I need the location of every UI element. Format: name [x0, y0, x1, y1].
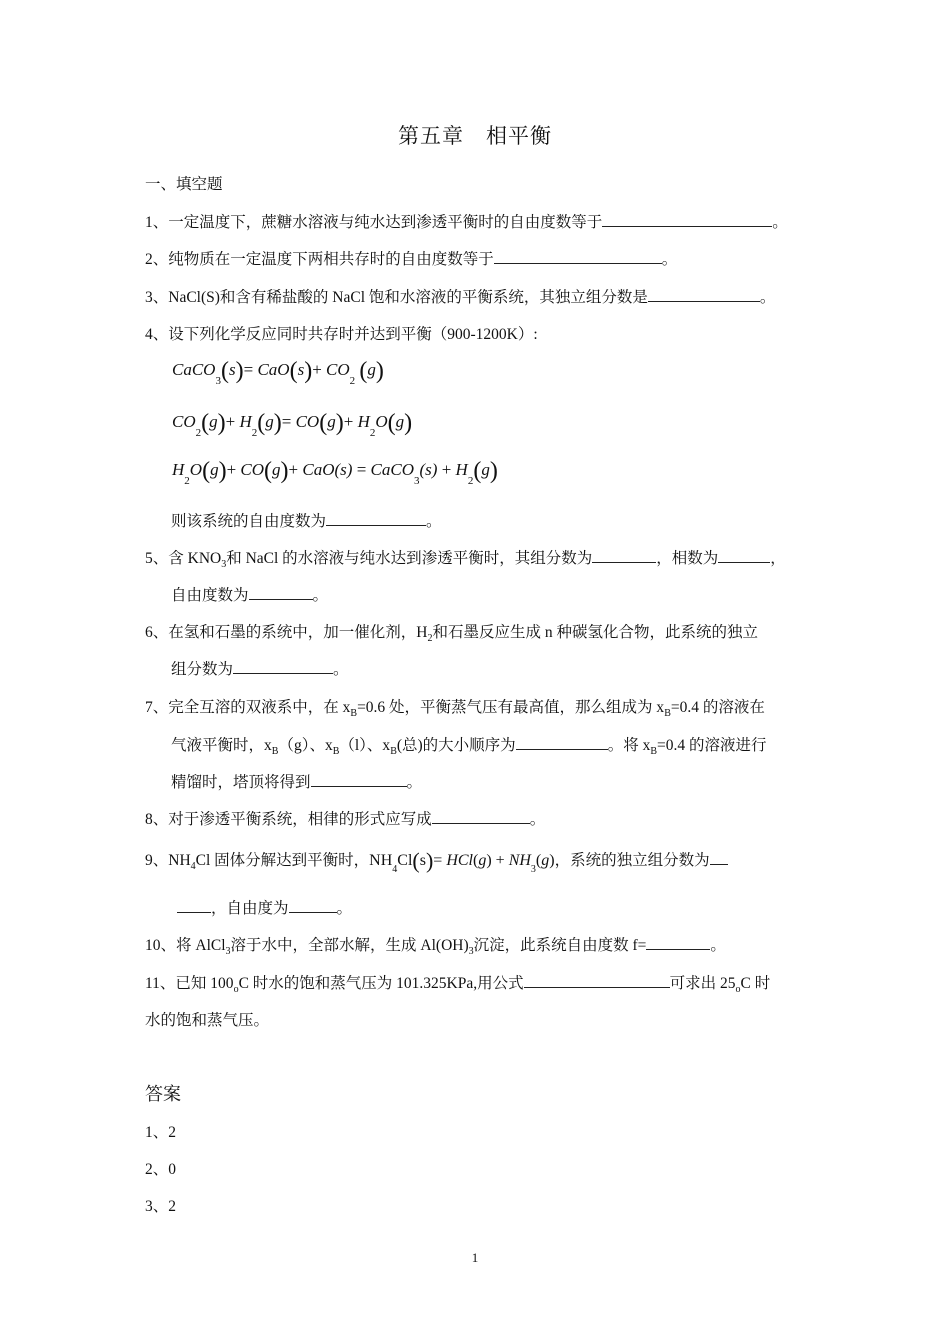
question-8: 8、对于渗透平衡系统，相律的形式应写成 。	[145, 811, 546, 828]
question-7-cont-1: 气液平衡时，$x_B(g)$、$x_B(l)$、$x_B$(总)的大小顺序为 。将 $x_B=0.4$ 的溶液进行	[171, 737, 767, 757]
reaction-equation-3: $H_2O(g)+ CO(g)+ CaO(s)$ = CaCO$_3$(s) + $H_2(g)$	[172, 458, 498, 487]
question-11: 11、已知 $100_oC$ 时水的饱和蒸气压为 101.325KPa,用公式 可求出 $25_oC$ 时	[145, 975, 771, 995]
answer-blank	[249, 585, 313, 600]
answer-blank	[494, 249, 662, 264]
question-4-blank: 则该系统的自由度数为 。	[171, 513, 442, 530]
answer-blank	[592, 548, 656, 563]
answer-blank	[177, 898, 211, 913]
answer-item: 3、2	[145, 1198, 177, 1215]
page-number: 1	[471, 1250, 479, 1265]
answer-blank	[289, 898, 337, 913]
answer-blank	[718, 548, 770, 563]
answer-blank	[602, 212, 772, 227]
answer-item: 2、0	[145, 1161, 177, 1178]
reaction-equation-1: CaCO$_3$(s)= $CaO(s)+ CO_2$ (g)	[172, 358, 384, 387]
section-heading: 一、填空题	[145, 176, 223, 193]
answer-item: 1、2	[145, 1124, 177, 1141]
question-9: 9、$NH_4Cl$ 固体分解达到平衡时，$NH_4Cl(s)= HCl(g) + NH_3(g)$，系统的独立组分数为	[145, 850, 810, 881]
question-9-cont: ，自由度为 。	[177, 898, 842, 920]
question-3: 3、NaCl(S)和含有稀盐酸的 NaCl 饱和水溶液的平衡系统，其独立组分数是 。	[145, 289, 776, 306]
reaction-equation-2: $CO_2(g)+ H_2(g)= CO(g)+ H_2O(g)$	[172, 410, 413, 439]
question-5: 5、含 $KNO_3$和 NaCl 的水溶液与纯水达到渗透平衡时，其组分数为 ，相数为 ，	[145, 550, 786, 570]
answer-blank	[516, 735, 608, 750]
answer-blank	[646, 935, 710, 950]
question-5-cont: 自由度数为 。	[171, 587, 329, 604]
question-11-cont: 水的饱和蒸气压。	[145, 1012, 270, 1029]
question-1: 1、一定温度下，蔗糖水溶液与纯水达到渗透平衡时的自由度数等于 。	[145, 214, 788, 231]
question-7: 7、完全互溶的双液系中，在 $x_B=0.6$ 处，平衡蒸气压有最高值，那么组成为 $x_B=0.4$ 的溶液在	[145, 699, 765, 719]
question-7-cont-2: 精馏时，塔顶将得到 。	[171, 774, 423, 791]
answer-blank	[432, 809, 530, 824]
answers-heading: 答案	[145, 1084, 181, 1104]
question-6: 6、在氢和石墨的系统中，加一催化剂，$H_2$和石墨反应生成 n 种碳氢化合物，此系统的独立	[145, 624, 758, 644]
answer-blank	[233, 659, 333, 674]
question-4: 4、设下列化学反应同时共存时并达到平衡（900-1200K）:	[145, 326, 538, 343]
question-10: 10、将 AlCl$_3$溶于水中，全部水解，生成 $Al(OH)_3$沉淀，此系统自由度数 f= 。	[145, 937, 726, 957]
decomposition-equation: $NH_4Cl(s)= HCl(g) + NH_3(g)$	[369, 848, 555, 875]
chapter-title: 第五章 相平衡	[398, 124, 552, 148]
question-6-cont: 组分数为 。	[171, 661, 349, 678]
question-2: 2、纯物质在一定温度下两相共存时的自由度数等于 。	[145, 251, 678, 268]
answer-blank	[311, 772, 407, 787]
answer-blank	[524, 973, 670, 988]
answer-blank	[648, 287, 760, 302]
answer-blank	[710, 850, 728, 865]
answer-blank	[326, 511, 426, 526]
